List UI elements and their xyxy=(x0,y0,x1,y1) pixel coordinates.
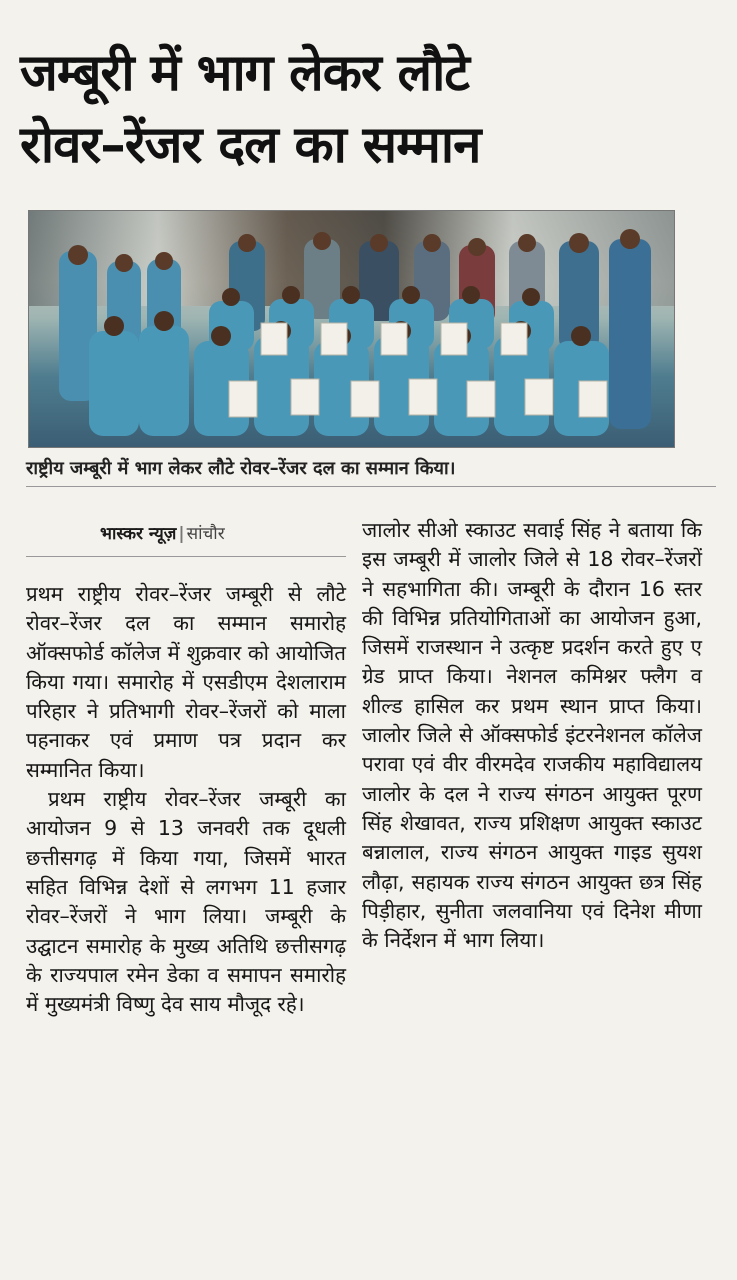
byline-divider xyxy=(26,556,346,557)
byline-source: भास्कर न्यूज़ xyxy=(100,524,177,544)
group-photo-illustration xyxy=(29,211,674,447)
byline xyxy=(100,521,225,544)
article-paragraph: प्रथम राष्ट्रीय रोवर–रेंजर जम्बूरी से लौटे रोवर–रेंजर दल का सम्मान समारोह ऑक्सफोर्ड कॉलेज में शुक्रवार को आयोजित किया गया। समारोह में एसडीएम देशलाराम परिहार ने प्रतिभागी रोवर–रेंजरों को माला पहनाकर एवं प्रमाण पत्र प्रदान कर सम्मानित किया। xyxy=(26,582,346,782)
article-column-left xyxy=(26,580,346,1019)
caption-divider xyxy=(26,486,716,487)
headline xyxy=(20,38,720,182)
article-paragraph: जालोर सीओ स्काउट सवाई सिंह ने बताया कि इस जम्बूरी में जालोर जिले से 18 रोवर–रेंजरों ने सहभागिता की। जम्बूरी के दौरान 16 स्तर की विभिन्न प्रतियोगिताओं का आयोजन हुआ, जिसमें राजस्थान ने उत्कृष्ट प्रदर्शन करते हुए ए ग्रेड प्राप्त किया। नेशनल कमिश्नर फ्लैग व शील्ड हासिल कर प्रथम स्थान प्राप्त किया। जालोर जिले से ऑक्सफोर्ड इंटरनेशनल कॉलेज परावा एवं वीर वीरमदेव राजकीय महाविद्यालय जालोर के दल ने राज्य संगठन आयुक्त पूरण सिंह शेखावत, राज्य प्रशिक्षण आयुक्त स्काउट बन्नालाल, राज्य संगठन आयुक्त गाइड सुयश लौढ़ा, सहायक राज्य संगठन आयुक्त छत्र सिंह पिड़ीहार, सुनीता जलवानिया एवं दिनेश मीणा के निर्देशन में भाग लिया। xyxy=(362,518,702,953)
headline-line-1: जम्बूरी में भाग लेकर लौटे xyxy=(20,44,469,103)
headline-line-2: रोवर–रेंजर दल का सम्मान xyxy=(20,116,481,175)
byline-separator: | xyxy=(178,524,185,544)
byline-location: सांचौर xyxy=(186,524,225,544)
group-photo xyxy=(28,210,675,448)
photo-caption: राष्ट्रीय जम्बूरी में भाग लेकर लौटे रोवर–रेंजर दल का सम्मान किया। xyxy=(26,458,456,479)
article-paragraph: प्रथम राष्ट्रीय रोवर–रेंजर जम्बूरी का आयोजन 9 से 13 जनवरी तक दूधली छत्तीसगढ़ में किया गया, जिसमें भारत सहित विभिन्न देशों से लगभग 11 हजार रोवर–रेंजरों ने भाग लिया। जम्बूरी के उद्घाटन समारोह के मुख्य अतिथि छत्तीसगढ़ के राज्यपाल रमेन डेका व समापन समारोह में मुख्यमंत्री विष्णु देव साय मौजूद रहे। xyxy=(26,787,346,1017)
article-column-right xyxy=(362,516,702,955)
